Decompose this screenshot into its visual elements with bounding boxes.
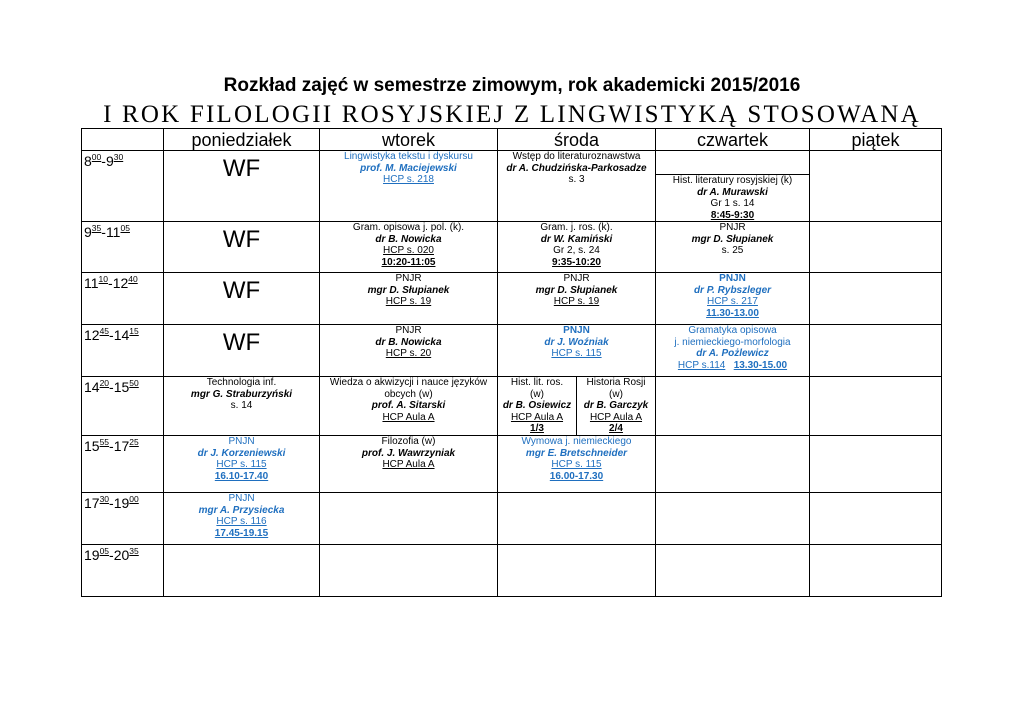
empty-cell	[810, 273, 942, 325]
class-cell: Hist. lit. ros. (w) dr B. Osiewicz HCP Aula A 1/3	[498, 377, 577, 435]
table-row	[82, 493, 942, 545]
table-row	[82, 273, 942, 325]
empty-cell	[810, 222, 942, 273]
empty-cell	[498, 493, 656, 545]
class-cell: PNJR dr B. Nowicka HCP s. 20	[320, 325, 498, 377]
class-cell: PNJN dr P. Rybszleger HCP s. 217 11.30-13.00	[656, 273, 810, 325]
empty-cell	[656, 493, 810, 545]
empty-cell	[810, 325, 942, 377]
table-row	[82, 545, 942, 597]
class-cell: Wstęp do literaturoznawstwa dr A. Chudzińska-Parkosadze s. 3	[498, 151, 656, 222]
empty-cell	[810, 493, 942, 545]
table-row	[82, 151, 942, 222]
class-cell: Gram. opisowa j. pol. (k). dr B. Nowicka HCP s. 020 10:20-11:05	[320, 222, 498, 273]
class-cell: Wymowa j. niemieckiego mgr E. Bretschneider HCP s. 115 16.00-17.30	[498, 436, 656, 493]
time-slot: $9^{35}-11^{05}$	[82, 222, 164, 273]
day-header-wednesday: środa	[498, 129, 656, 151]
time-slot: $14^{20}-15^{50}$	[82, 377, 164, 436]
class-cell: PNJN dr J. Woźniak HCP s. 115	[498, 325, 656, 377]
class-wf: WF	[164, 222, 320, 273]
class-cell: Historia Rosji (w) dr B. Garczyk HCP Aula A 2/4	[583, 377, 649, 434]
class-cell: PNJR mgr D. Słupianek HCP s. 19	[498, 273, 656, 325]
class-wf: WF	[164, 151, 320, 222]
day-header-monday: poniedziałek	[164, 129, 320, 151]
time-slot: $19^{05}-20^{35}$	[82, 545, 164, 597]
empty-cell	[320, 545, 498, 597]
time-slot: $12^{45}-14^{15}$	[82, 325, 164, 377]
class-cell: Gram. j. ros. (k). dr W. Kamiński Gr 2, s. 24 9:35-10:20	[498, 222, 656, 273]
empty-cell	[320, 493, 498, 545]
class-cell: Hist. literatury rosyjskiej (k) dr A. Murawski Gr 1 s. 14 8:45-9:30	[656, 151, 810, 222]
class-cell: PNJR mgr D. Słupianek HCP s. 19	[320, 273, 498, 325]
time-slot: $11^{10}-12^{40}$	[82, 273, 164, 325]
empty-cell	[164, 545, 320, 597]
empty-cell	[810, 545, 942, 597]
empty-cell	[498, 545, 656, 597]
empty-cell	[810, 377, 942, 436]
empty-cell	[810, 151, 942, 222]
page-subtitle: I ROK FILOLOGII ROSYJSKIEJ Z LINGWISTYKĄ STOSOWANĄ	[103, 101, 921, 128]
class-cell: PNJN dr J. Korzeniewski HCP s. 115 16.10-17.40	[164, 436, 320, 493]
class-cell: Lingwistyka tekstu i dyskursu prof. M. Maciejewski HCP s. 218	[320, 151, 498, 222]
time-slot: $17^{30}-19^{00}$	[82, 493, 164, 545]
schedule-table	[81, 128, 942, 597]
empty-cell	[656, 377, 810, 436]
class-cell-split	[498, 377, 656, 436]
class-wf: WF	[164, 325, 320, 377]
empty-cell	[810, 436, 942, 493]
class-cell: Technologia inf. mgr G. Straburzyński s. 14	[164, 377, 320, 436]
class-cell: Filozofia (w) prof. J. Wawrzyniak HCP Aula A	[320, 436, 498, 493]
split-cell	[498, 377, 655, 435]
day-header-thursday: czwartek	[656, 129, 810, 151]
header-row	[82, 129, 942, 151]
empty-cell	[656, 436, 810, 493]
day-header-friday: piątek	[810, 129, 942, 151]
time-slot: $8^{00}-9^{30}$	[82, 151, 164, 222]
class-wf: WF	[164, 273, 320, 325]
table-row	[82, 436, 942, 493]
table-row	[82, 377, 942, 436]
table-row	[82, 222, 942, 273]
class-cell: Gramatyka opisowa j. niemieckiego-morfologia dr A. Pożlewicz HCP s.114 13.30-15.00	[656, 325, 810, 377]
day-header-tuesday: wtorek	[320, 129, 498, 151]
page-title: Rozkład zajęć w semestrze zimowym, rok akademicki 2015/2016	[223, 75, 801, 96]
corner-cell	[82, 129, 164, 151]
time-slot: $15^{55}-17^{25}$	[82, 436, 164, 493]
class-cell: PNJN mgr A. Przysiecka HCP s. 116 17.45-19.15	[164, 493, 320, 545]
class-cell: Wiedza o akwizycji i nauce języków obcych (w) prof. A. Sitarski HCP Aula A	[320, 377, 498, 436]
class-cell: PNJR mgr D. Słupianek s. 25	[656, 222, 810, 273]
empty-cell	[656, 545, 810, 597]
table-row	[82, 325, 942, 377]
